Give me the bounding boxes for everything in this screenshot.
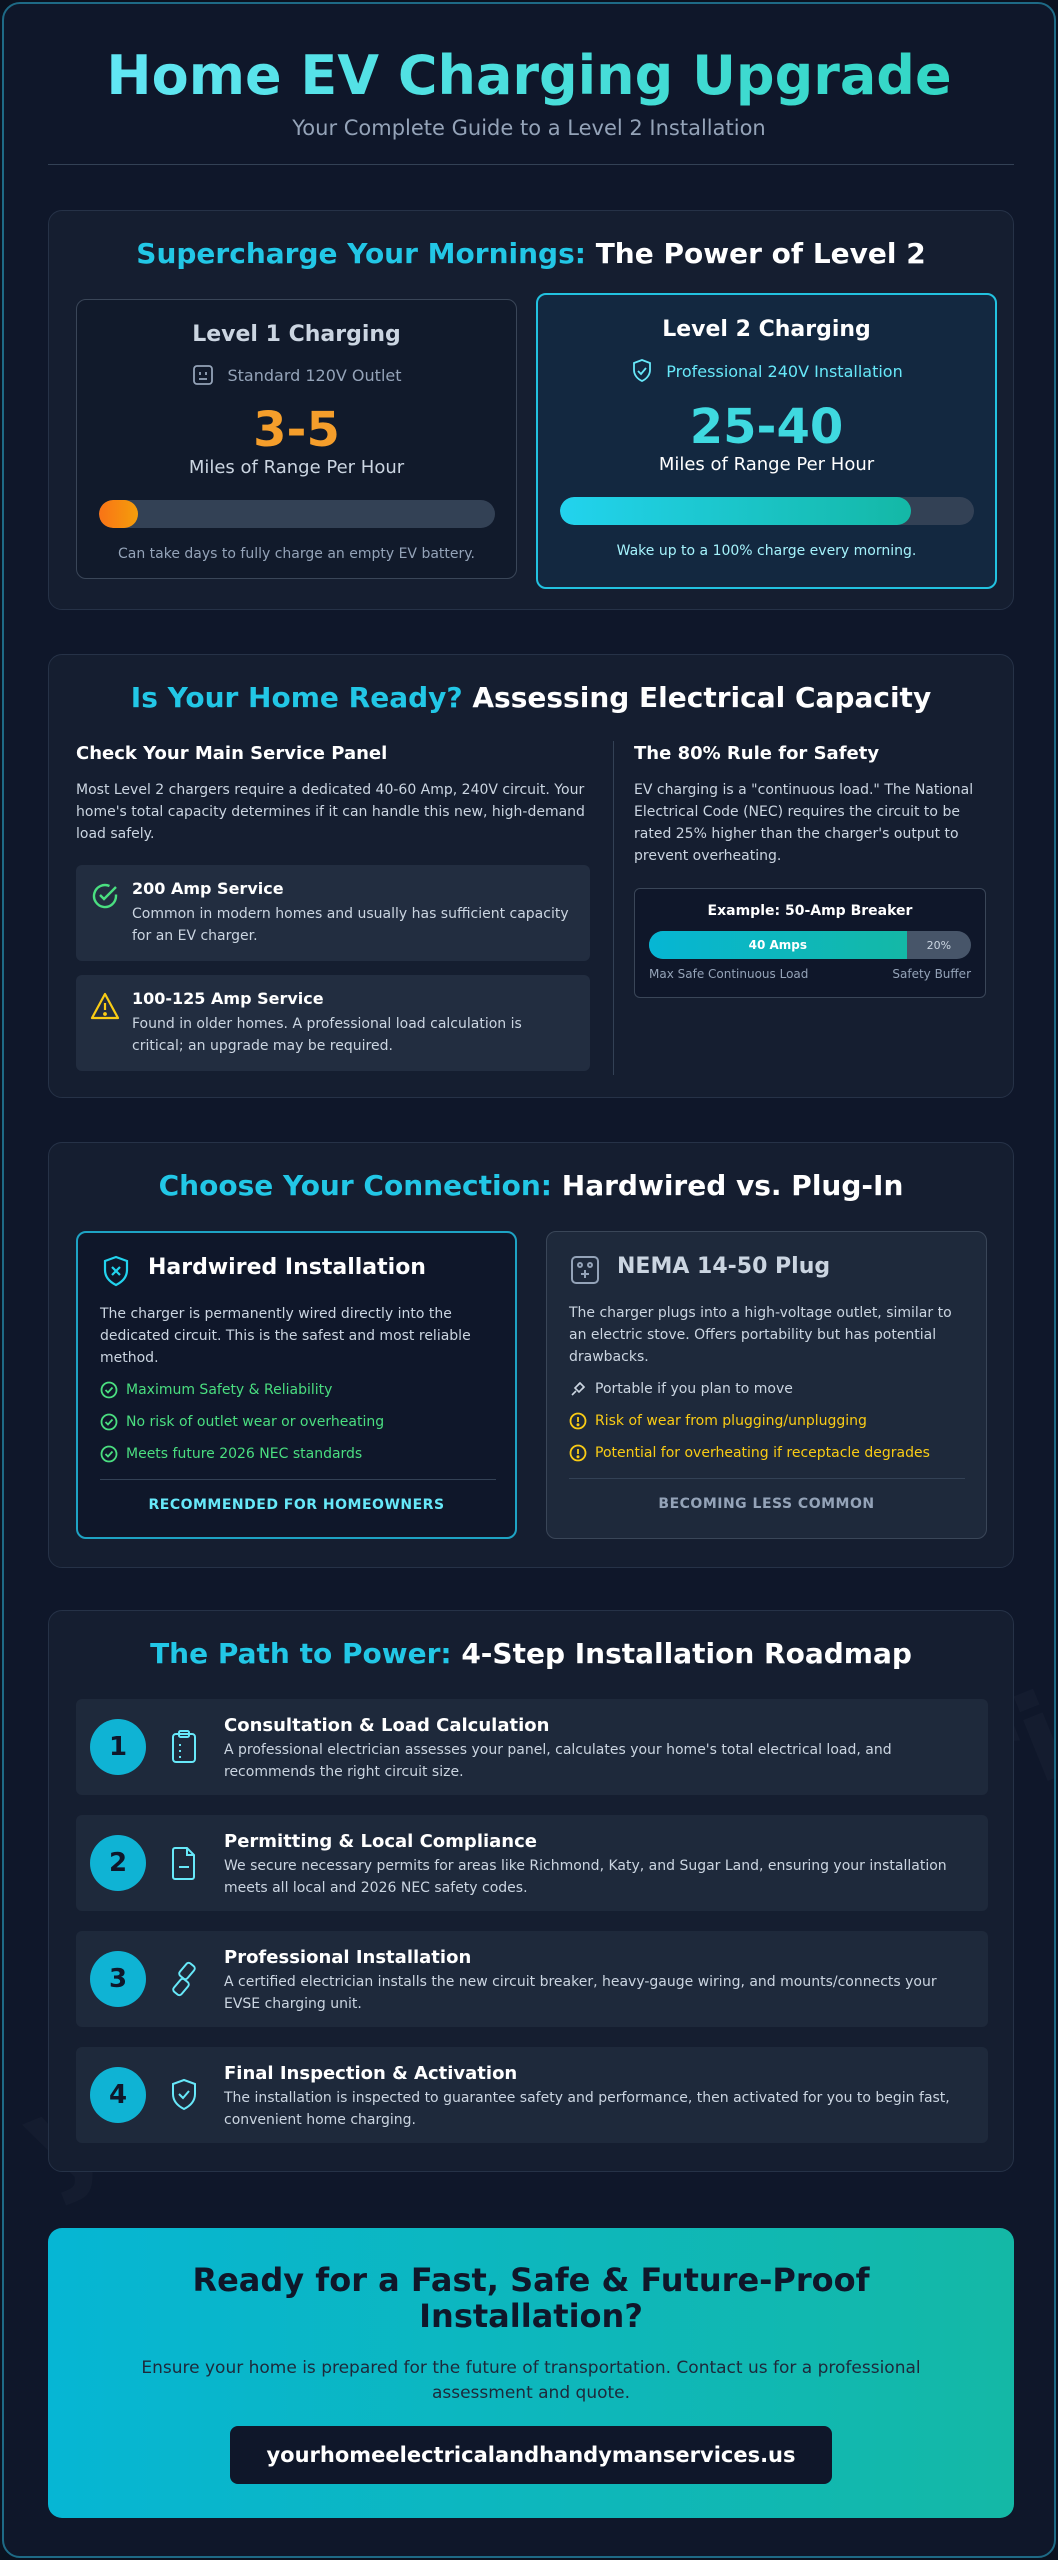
cta-title: Ready for a Fast, Safe & Future-Proof Installation? [192,2261,870,2335]
clipboard-icon [168,1729,200,1765]
level2-progress-fill [560,497,912,525]
page-title: Home EV Charging Upgrade [4,38,1054,114]
warning-icon [90,991,120,1021]
unplug-icon [569,1380,587,1398]
section-level2-power [48,210,1014,610]
plug-feature: Potential for overheating if receptacle degrades [569,1444,930,1462]
alert-circle-icon [569,1444,587,1462]
step-desc: A certified electrician installs the new circuit breaker, heavy-gauge wiring, and mounts/connects your EVSE charging unit. [224,1974,937,2012]
section-connection-type [48,1142,1014,1568]
level1-source: Standard 120V Outlet [227,365,402,385]
rule-body: EV charging is a "continuous load." The National Electrical Code (NEC) requires the circuit to be rated 25% higher than the charger's output to prevent overheating. [634,782,974,864]
plug-feature: Portable if you plan to move [569,1380,793,1398]
step-number: 2 [90,1835,146,1891]
hardwired-feature: Meets future 2026 NEC standards [100,1445,362,1463]
page-subtitle: Your Complete Guide to a Level 2 Installation [292,116,766,140]
section-title: Is Your Home Ready? Assessing Electrical Capacity [130,681,932,714]
cta-body: Ensure your home is prepared for the future of transportation. Contact us for a professional assessment and quote. [141,2358,921,2403]
service-item-200-amp: 200 Amp Service Common in modern homes and usually has sufficient capacity for an EV charger. [76,865,590,961]
step-title: Consultation & Load Calculation [224,1715,550,1736]
level2-progress-bar [560,497,974,525]
shield-check-icon [168,2077,200,2113]
roadmap-step [76,2047,988,2143]
breaker-load-bar [649,931,971,959]
rule-heading: The 80% Rule for Safety [634,743,880,764]
level1-name: Level 1 Charging [192,322,401,347]
level1-range: 3-5 [253,402,340,458]
hardwired-footer: RECOMMENDED FOR HOMEOWNERS [148,1497,445,1513]
step-desc: The installation is inspected to guarantee safety and performance, then activated for you to begin fast, convenient home charging. [224,2090,950,2128]
roadmap-step [76,1699,988,1795]
outlet-icon [191,363,215,387]
level2-note: Wake up to a 100% charge every morning. [616,543,917,559]
header-divider [48,164,1014,165]
level2-card [536,293,997,589]
check-circle-icon [100,1445,118,1463]
step-title: Final Inspection & Activation [224,2063,518,2084]
level1-note: Can take days to fully charge an empty EV battery. [117,546,476,562]
step-title: Permitting & Local Compliance [224,1831,537,1852]
hardwired-feature: Maximum Safety & Reliability [100,1381,332,1399]
step-number: 4 [90,2067,146,2123]
service-item-100-amp: 100-125 Amp Service Found in older homes. A professional load calculation is critical; an upgrade may be required. [76,975,590,1071]
step-number: 3 [90,1951,146,2007]
panel-heading: Check Your Main Service Panel [76,743,388,764]
shield-check-icon [630,358,654,384]
plug-footer: BECOMING LESS COMMON [658,1496,875,1512]
hardwired-card [76,1231,517,1539]
level2-range: 25-40 [689,399,844,455]
document-icon [168,1845,200,1881]
hardwired-feature: No risk of outlet wear or overheating [100,1413,384,1431]
plug-outlet-icon [569,1254,601,1286]
roadmap-step [76,1931,988,2027]
level2-source: Professional 240V Installation [666,361,903,381]
check-circle-icon [100,1413,118,1431]
breaker-example [634,888,986,998]
hardwired-desc: The charger is permanently wired directly into the dedicated circuit. This is the safest and most reliable method. [100,1306,471,1366]
section-roadmap [48,1610,1014,2172]
step-title: Professional Installation [224,1947,472,1968]
alert-circle-icon [569,1412,587,1430]
shield-x-icon [100,1255,132,1289]
step-desc: We secure necessary permits for areas like Richmond, Katy, and Sugar Land, ensuring your installation meets all local and 2026 NEC safety codes. [224,1858,947,1896]
load-caption: Max Safe Continuous Load [649,967,809,981]
hardwired-title: Hardwired Installation [148,1255,426,1280]
plug-title: NEMA 14-50 Plug [617,1254,831,1279]
level2-range-label: Miles of Range Per Hour [658,454,875,475]
wrench-icon [168,1961,200,1997]
load-fill: 40 Amps [649,931,907,959]
check-circle-icon [90,881,120,911]
level1-progress-bar [99,500,495,528]
section-title: Supercharge Your Mornings: The Power of Level 2 [136,237,926,270]
roadmap-step [76,1815,988,1911]
section-title: Choose Your Connection: Hardwired vs. Plug-In [158,1169,904,1202]
level1-range-label: Miles of Range Per Hour [188,457,405,478]
panel-body: Most Level 2 chargers require a dedicated 40-60 Amp, 240V circuit. Your home's total capacity determines if it can handle this new, high-demand load safely. [76,782,585,842]
step-desc: A professional electrician assesses your panel, calculates your home's total electrical load, and recommends the right circuit size. [224,1742,892,1780]
section-title: The Path to Power: 4-Step Installation Roadmap [150,1637,912,1670]
plug-feature: Risk of wear from plugging/unplugging [569,1412,867,1430]
level2-name: Level 2 Charging [662,317,871,342]
website-link-button[interactable]: yourhomeelectricalandhandymanservices.us [230,2426,832,2484]
example-title: Example: 50-Amp Breaker [707,903,913,919]
step-number: 1 [90,1719,146,1775]
column-divider [613,741,614,1075]
section-electrical-capacity [48,654,1014,1098]
infographic-page [2,2,1056,2558]
plug-desc: The charger plugs into a high-voltage outlet, similar to an electric stove. Offers portability but has potential drawbacks. [569,1305,952,1365]
page-header [4,38,1054,140]
level1-progress-fill [99,500,139,528]
call-to-action [48,2228,1014,2518]
check-circle-icon [100,1381,118,1399]
level1-card [76,299,517,579]
buffer-caption: Safety Buffer [892,967,971,981]
plug-card [546,1231,987,1539]
buffer-segment: 20% [926,938,952,952]
